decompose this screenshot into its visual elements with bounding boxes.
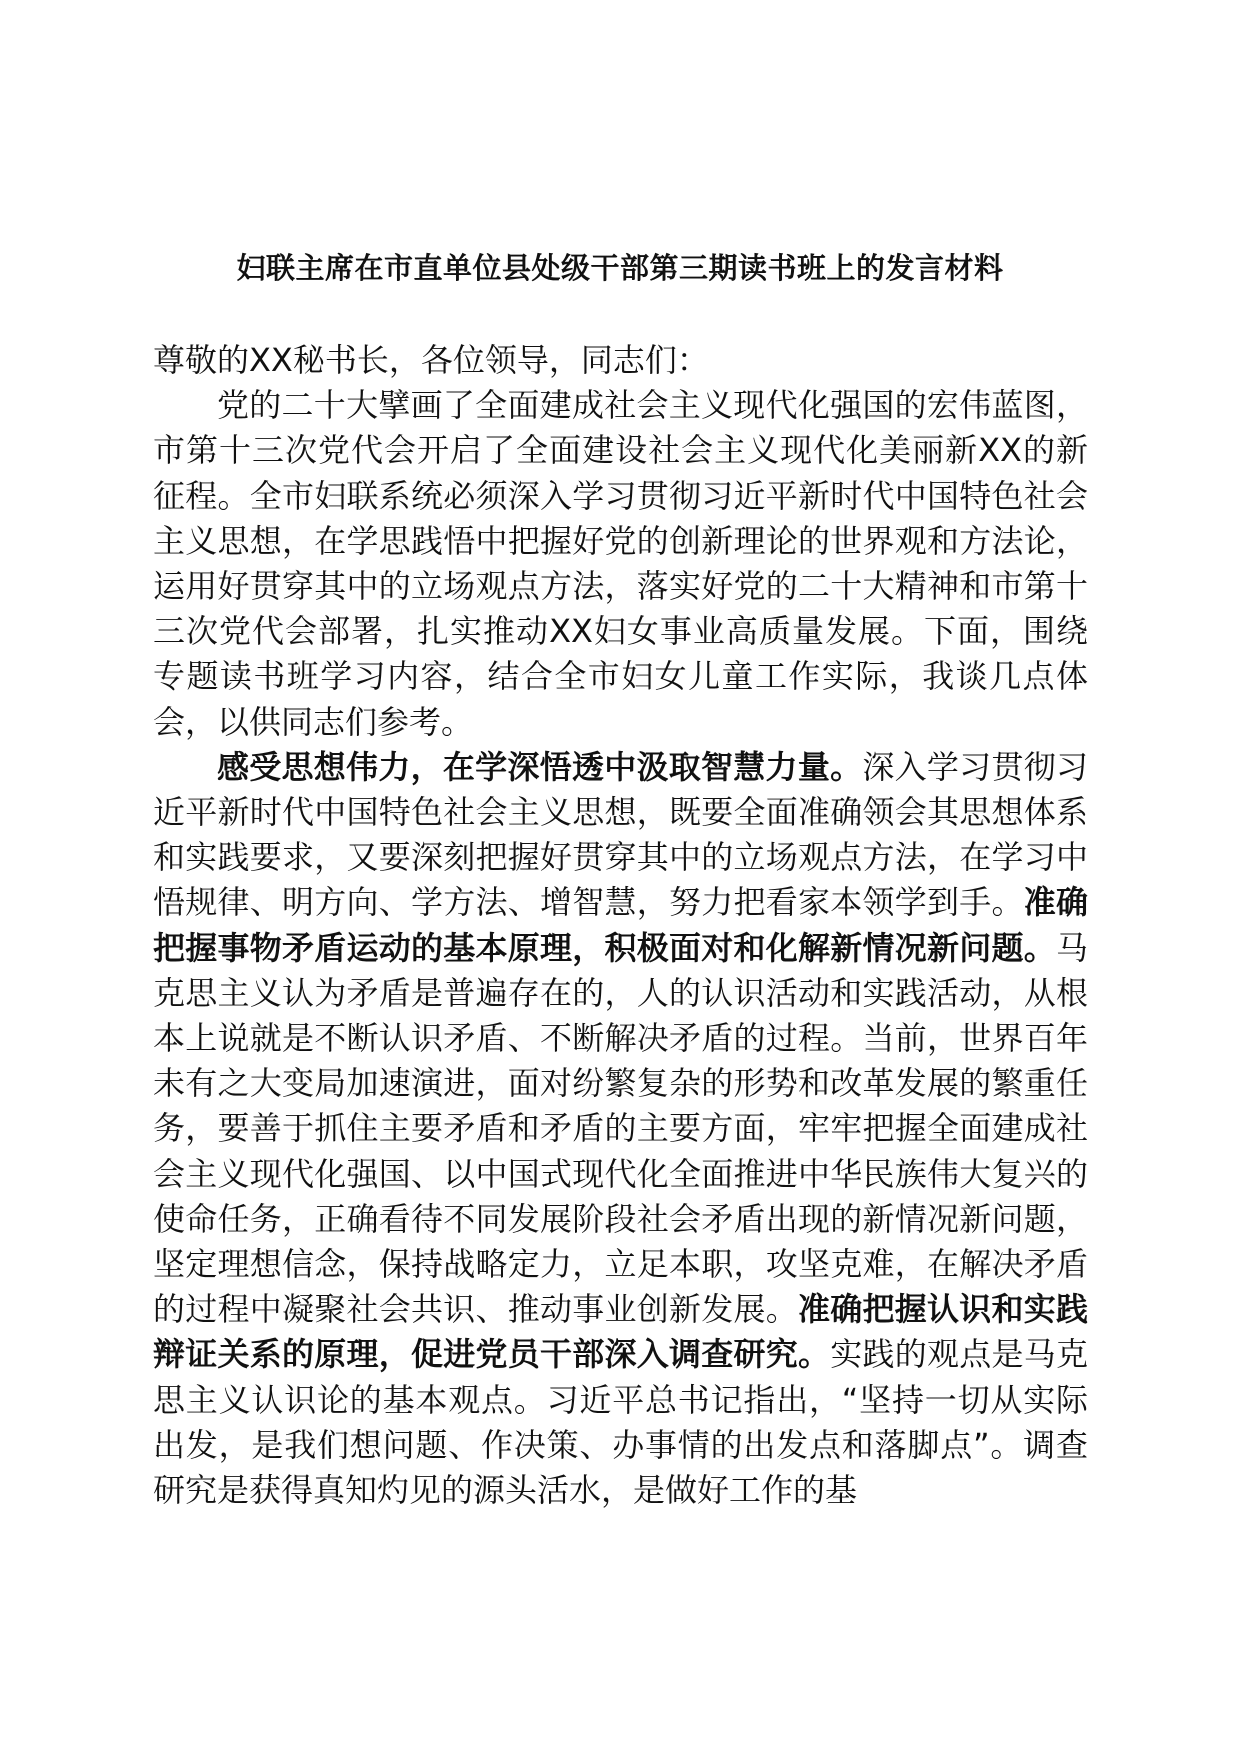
section-text-3: 实践的观点是马克思主义认识论的基本观点。习近平总书记指出，“坚持一切从实际出发，是我们想问题、作决策、办事情的出发点和落脚点”。调查研究是获得真知灼见的源头活水，是做好工作的基 — [153, 1335, 1088, 1510]
section-heading: 感受思想伟力，在学深悟透中汲取智慧力量。 — [217, 747, 863, 786]
section-text-2: 马克思主义认为矛盾是普遍存在的，人的认识活动和实践活动，从根本上说就是不断认识矛盾、不断解决矛盾的过程。当前，世界百年未有之大变局加速演进，面对纷繁复杂的形势和改革发展的繁重任务，要善于抓住主要矛盾和矛盾的主要方面，牢牢把握全面建成社会主义现代化强国、以中国式现代化全面推进中华民族伟大复兴的使命任务，正确看待不同发展阶段社会矛盾出现的新情况新问题，坚定理想信念，保持战略定力，立足本职，攻坚克难，在解决矛盾的过程中凝聚社会共识、推动事业创新发展。 — [153, 928, 1088, 1329]
salutation: 尊敬的XX秘书长，各位领导，同志们： — [153, 341, 709, 379]
document-body — [153, 338, 1088, 1513]
section-text-1: 深入学习贯彻习近平新时代中国特色社会主义思想，既要全面准确领会其思想体系和实践要求，又要深刻把握好贯穿其中的立场观点方法，在学习中悟规律、明方向、学方法、增智慧，努力把看家本领学到手。 — [153, 747, 1088, 922]
section-subheading-1: 准确把握事物矛盾运动的基本原理，积极面对和化解新情况新问题。 — [153, 883, 1088, 967]
paragraph-intro: 党的二十大擘画了全面建成社会主义现代化强国的宏伟蓝图，市第十三次党代会开启了全面建设社会主义现代化美丽新XX的新征程。全市妇联系统必须深入学习贯彻习近平新时代中国特色社会主义思想，在学思践悟中把握好党的创新理论的世界观和方法论，运用好贯穿其中的立场观点方法，落实好党的二十大精神和市第十三次党代会部署，扎实推动XX妇女事业高质量发展。下面，围绕专题读书班学习内容，结合全市妇女儿童工作实际，我谈几点体会，以供同志们参考。 — [153, 386, 1088, 741]
section-subheading-2: 准确把握认识和实践辩证关系的原理，促进党员干部深入调查研究。 — [153, 1290, 1088, 1374]
document-title: 妇联主席在市直单位县处级干部第三期读书班上的发言材料 — [236, 251, 1004, 285]
paragraph-section-1 — [153, 745, 1088, 1513]
